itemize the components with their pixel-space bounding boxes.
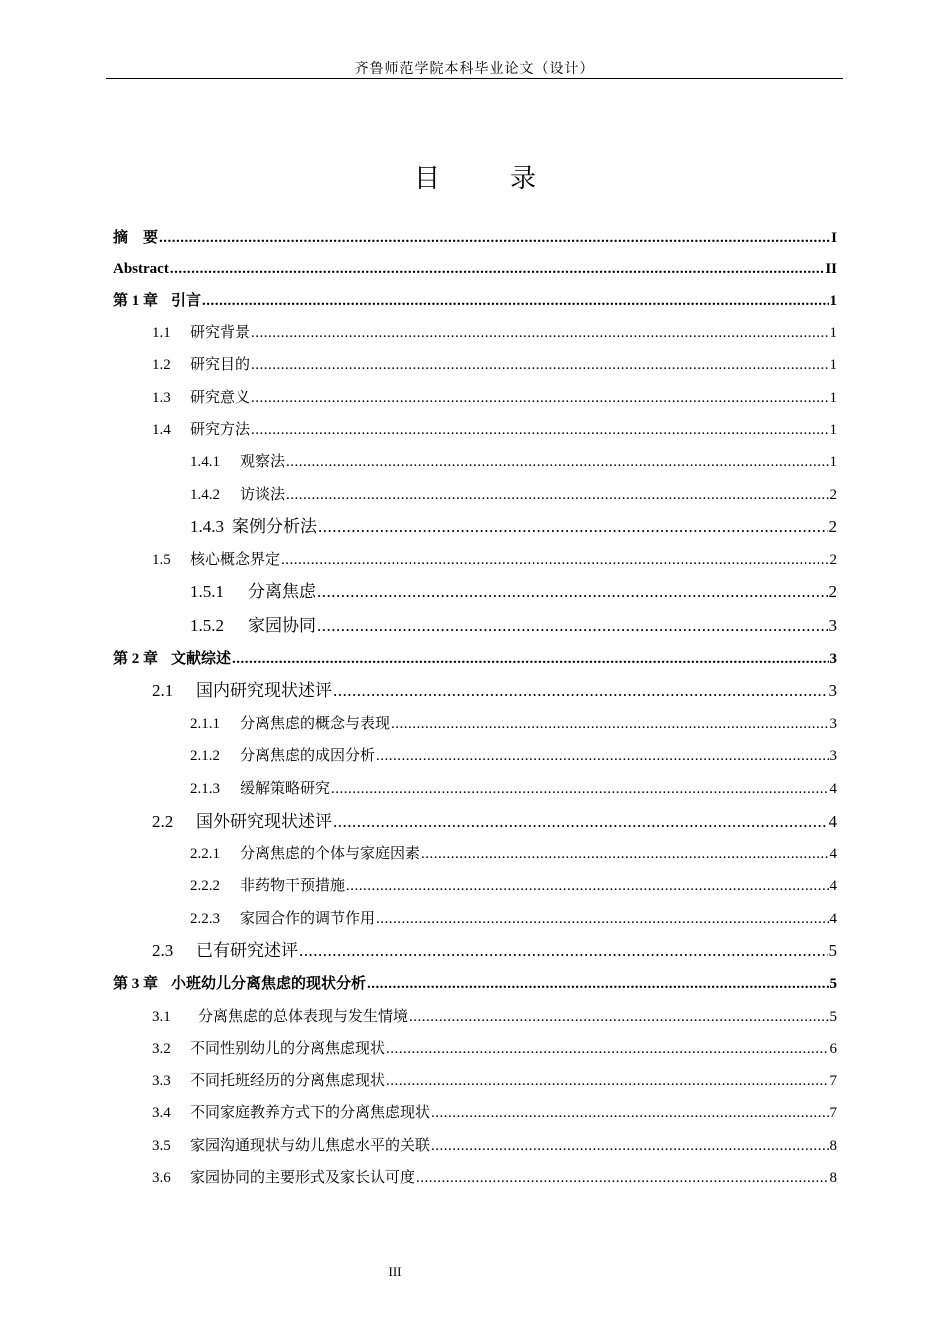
toc-entry-2-2[interactable] [152,813,837,830]
toc-leader [431,1139,828,1154]
toc-entry-2-1-1[interactable] [190,717,837,732]
toc-entry-text: 分离焦虑的概念与表现 [240,716,391,732]
toc-entry-page: 6 [829,1041,837,1057]
toc-entry-page: 1 [829,293,837,309]
toc-entry-number: 1.5.2 [190,616,224,635]
toc-entry-chapter-2[interactable] [113,652,837,667]
toc-entry-text: 已有研究述评 [196,941,298,960]
running-header: 齐鲁师范学院本科毕业论文（设计） [354,62,595,77]
toc-leader [367,977,828,992]
toc-entry-page: 4 [829,911,837,927]
toc-entry-page: 1 [829,422,837,438]
toc-entry-text: 核心概念界定 [190,552,281,568]
toc-entry-3-2[interactable] [152,1042,837,1057]
toc-entry-text: 研究方法 [190,422,251,438]
toc-entry-number: 2.3 [152,941,174,960]
toc-leader [391,717,828,732]
toc-entry-number: 2.1 [152,681,174,700]
toc-entry-page: 3 [828,616,837,635]
toc-leader [232,652,828,667]
toc-leader [251,358,828,373]
toc-leader [318,518,828,535]
toc-entry-page: 1 [829,325,837,341]
toc-entry-number: 3.2 [152,1041,171,1057]
toc-entry-3-5[interactable] [152,1139,837,1154]
toc-entry-text: 摘 要 [113,230,159,246]
toc-entry-abstract-en[interactable] [113,262,837,277]
toc-entry-1-5-1[interactable] [190,583,837,600]
toc-entry-2-1-2[interactable] [190,749,837,764]
toc-entry-1-4-3[interactable] [190,518,837,535]
toc-entry-number: 2.2 [152,812,174,831]
toc-entry-number: 3.5 [152,1138,171,1154]
toc-leader [299,942,828,959]
toc-leader [386,1074,828,1089]
toc-entry-1-1[interactable] [152,326,837,341]
toc-entry-chapter-1[interactable] [113,294,837,309]
toc-leader [333,813,828,830]
toc-leader [202,294,828,309]
toc-leader [251,391,828,406]
toc-entry-page: 3 [829,716,837,732]
toc-entry-3-3[interactable] [152,1074,837,1089]
toc-entry-text: 研究意义 [190,390,251,406]
toc-entry-text: 分离焦虑的成因分析 [240,748,376,764]
toc-leader [251,423,828,438]
toc-entry-number: 第 3 章 [113,976,159,992]
toc-entry-number: 1.1 [152,325,171,341]
toc-entry-chapter-3[interactable] [113,977,837,992]
toc-entry-text: 国内研究现状述评 [196,681,332,700]
toc-entry-text: 研究背景 [190,325,251,341]
toc-entry-page: 7 [829,1105,837,1121]
toc-entry-2-1[interactable] [152,682,837,699]
toc-title: 目 录 [413,164,558,193]
toc-leader [286,455,828,470]
footer-page-number: III [388,1264,402,1279]
toc-entry-2-3[interactable] [152,942,837,959]
toc-entry-text: 缓解策略研究 [240,781,331,797]
toc-entry-page: 5 [828,941,837,960]
toc-entry-text: 不同托班经历的分离焦虑现状 [190,1073,386,1089]
toc-entry-1-4[interactable] [152,423,837,438]
toc-entry-text: 观察法 [240,454,286,470]
toc-leader [159,231,830,246]
toc-leader [431,1106,828,1121]
toc-entry-text: 家园协同 [248,616,316,635]
toc-entry-number: 2.2.3 [190,911,220,927]
toc-entry-1-3[interactable] [152,391,837,406]
toc-entry-page: II [825,261,837,277]
toc-entry-3-4[interactable] [152,1106,837,1121]
toc-leader [421,847,828,862]
toc-entry-3-6[interactable] [152,1171,837,1186]
toc-entry-number: 2.2.1 [190,846,220,862]
toc-entry-page: 7 [829,1073,837,1089]
toc-entry-1-5-2[interactable] [190,617,837,634]
toc-entry-2-2-3[interactable] [190,912,837,927]
toc-entry-page: 1 [829,454,837,470]
toc-entry-number: 1.4.3 [190,517,224,536]
toc-entry-number: 3.1 [152,1009,171,1025]
toc-entry-text: 分离焦虑的总体表现与发生情境 [198,1009,409,1025]
toc-entry-text: 家园沟通现状与幼儿焦虑水平的关联 [190,1138,431,1154]
toc-entry-page: 3 [828,681,837,700]
toc-entry-text: 不同性别幼儿的分离焦虑现状 [190,1041,386,1057]
toc-leader [346,879,828,894]
toc-entry-number: 1.2 [152,357,171,373]
toc-entry-number: 3.4 [152,1105,171,1121]
toc-entry-page: 2 [829,552,837,568]
toc-entry-1-4-1[interactable] [190,455,837,470]
toc-entry-text: 国外研究现状述评 [196,812,332,831]
toc-entry-text: 不同家庭教养方式下的分离焦虑现状 [190,1105,431,1121]
toc-leader [333,682,828,699]
toc-entry-3-1[interactable] [152,1010,837,1025]
toc-leader [170,262,824,277]
toc-entry-number: 3.3 [152,1073,171,1089]
toc-leader [331,782,828,797]
toc-entry-page: 8 [829,1138,837,1154]
toc-entry-number: 2.2.2 [190,878,220,894]
toc-entry-page: 3 [829,748,837,764]
toc-entry-number: 第 1 章 [113,293,159,309]
toc-entry-page: 5 [829,1009,837,1025]
toc-entry-page: 3 [829,651,837,667]
toc-leader [317,583,828,600]
toc-leader [281,553,828,568]
toc-entry-text: 引言 [171,293,202,309]
toc-entry-number: 1.3 [152,390,171,406]
toc-leader [286,488,828,503]
toc-entry-number: 3.6 [152,1170,171,1186]
toc-entry-page: 4 [829,846,837,862]
toc-entry-number: 2.1.1 [190,716,220,732]
toc-entry-page: 2 [828,582,837,601]
toc-entry-number: 1.4.2 [190,487,220,503]
toc-entry-2-1-3[interactable] [190,782,837,797]
toc-entry-number: 2.1.3 [190,781,220,797]
toc-entry-number: 2.1.2 [190,748,220,764]
toc-entry-page: 5 [829,976,837,992]
toc-entry-page: 4 [829,781,837,797]
toc-entry-page: 8 [829,1170,837,1186]
toc-entry-text: 访谈法 [240,487,286,503]
toc-entry-page: 2 [829,487,837,503]
toc-entry-text: Abstract [113,261,169,277]
toc-entry-number: 1.4.1 [190,454,220,470]
toc-entry-text: 文献综述 [171,651,232,667]
toc-entry-1-4-2[interactable] [190,488,837,503]
toc-entry-text: 小班幼儿分离焦虑的现状分析 [171,976,367,992]
toc-entry-text: 家园协同的主要形式及家长认可度 [190,1170,416,1186]
toc-entry-page: 4 [828,812,837,831]
toc-leader [251,326,828,341]
toc-leader [386,1042,828,1057]
toc-entry-page: 2 [828,517,837,536]
toc-entry-1-5[interactable] [152,553,837,568]
toc-entry-abstract-cn[interactable] [113,231,837,246]
toc-entry-page: I [831,230,837,246]
toc-entry-text: 分离焦虑 [248,582,316,601]
toc-entry-number: 1.5 [152,552,171,568]
toc-entry-text: 家园合作的调节作用 [240,911,376,927]
toc-entry-page: 1 [829,390,837,406]
toc-leader [409,1010,828,1025]
toc-leader [376,749,828,764]
toc-entry-number: 1.5.1 [190,582,224,601]
toc-entry-2-2-2[interactable] [190,879,837,894]
toc-entry-number: 第 2 章 [113,651,159,667]
toc-entry-1-2[interactable] [152,358,837,373]
toc-entry-text: 分离焦虑的个体与家庭因素 [240,846,421,862]
toc-entry-page: 4 [829,878,837,894]
toc-entry-text: 案例分析法 [232,517,317,536]
toc-leader [317,617,828,634]
toc-entry-2-2-1[interactable] [190,847,837,862]
toc-entry-page: 1 [829,357,837,373]
toc-leader [376,912,828,927]
toc-entry-text: 研究目的 [190,357,251,373]
toc-leader [416,1171,828,1186]
toc-entry-number: 1.4 [152,422,171,438]
toc-entry-text: 非药物干预措施 [240,878,346,894]
